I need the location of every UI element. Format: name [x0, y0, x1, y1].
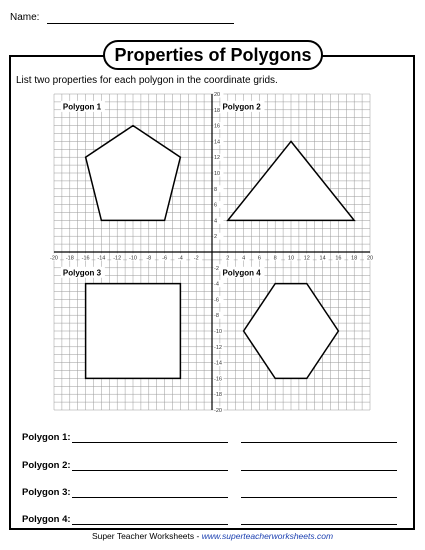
x-tick-label: -8: [146, 255, 152, 262]
answer-line-3a[interactable]: [72, 497, 228, 498]
x-tick-label: 14: [319, 255, 326, 262]
y-tick-label: -12: [214, 344, 222, 351]
x-tick-label: -12: [113, 255, 122, 262]
y-tick-label: 8: [214, 186, 218, 193]
y-tick-label: 2: [214, 234, 218, 241]
footer-link[interactable]: www.superteacherworksheets.com: [201, 531, 334, 541]
x-tick-label: -4: [177, 255, 183, 262]
y-tick-label: 4: [214, 218, 218, 225]
answer-label-2: Polygon 2:: [22, 460, 71, 471]
x-tick-label: 12: [303, 255, 310, 262]
x-tick-label: -16: [81, 255, 90, 262]
x-tick-label: -14: [97, 255, 106, 262]
x-tick-label: 6: [257, 255, 261, 262]
y-tick-label: -2: [214, 265, 219, 272]
name-label: Name:: [10, 12, 40, 23]
x-tick-label: 8: [273, 255, 277, 262]
y-tick-label: -10: [214, 329, 222, 335]
x-tick-label: 2: [226, 255, 230, 262]
y-tick-label: 16: [214, 123, 221, 130]
answer-line-4a[interactable]: [72, 524, 228, 525]
y-tick-label: -4: [214, 281, 219, 288]
x-tick-label: 16: [335, 255, 342, 262]
answer-line-1a[interactable]: [72, 442, 228, 443]
instructions: List two properties for each polygon in the coordinate grids.: [16, 75, 278, 86]
y-tick-label: 6: [214, 202, 218, 209]
page-title: Properties of Polygons: [103, 40, 323, 70]
x-tick-label: 4: [242, 255, 246, 262]
x-tick-label: -18: [65, 255, 74, 262]
y-tick-label: -20: [214, 408, 222, 414]
answer-label-3: Polygon 3:: [22, 487, 71, 498]
y-tick-label: 14: [214, 139, 221, 146]
answer-line-1b[interactable]: [241, 442, 397, 443]
y-tick-label: 18: [214, 107, 221, 114]
polygon-label-3: Polygon 3: [62, 268, 102, 278]
y-tick-label: -6: [214, 297, 219, 304]
y-tick-label: -14: [214, 360, 222, 367]
polygon-label-2: Polygon 2: [222, 102, 261, 112]
answer-line-2b[interactable]: [241, 470, 397, 471]
answer-label-1: Polygon 1:: [22, 432, 71, 443]
polygon-label-4: Polygon 4: [222, 268, 261, 278]
y-tick-label: -8: [214, 313, 219, 320]
x-tick-label: 20: [366, 255, 374, 262]
polygon-label-1: Polygon 1: [62, 102, 102, 112]
y-tick-label: 10: [214, 171, 221, 177]
polygon-3: [86, 284, 181, 379]
answer-line-4b[interactable]: [241, 524, 397, 525]
x-tick-label: 10: [287, 255, 295, 262]
x-tick-label: 18: [351, 255, 358, 262]
answer-line-2a[interactable]: [72, 470, 228, 471]
y-tick-label: -16: [214, 376, 222, 383]
polygon-1: [86, 126, 181, 221]
y-tick-label: 20: [214, 92, 221, 98]
footer: [0, 531, 425, 541]
y-tick-label: 12: [214, 155, 221, 162]
x-tick-label: -20: [50, 255, 58, 262]
polygon-4: [244, 284, 339, 379]
x-tick-label: -6: [162, 255, 168, 262]
answer-label-4: Polygon 4:: [22, 514, 71, 525]
y-tick-label: -18: [214, 392, 222, 399]
x-tick-label: -2: [193, 255, 199, 262]
footer-text: Super Teacher Worksheets -: [91, 531, 202, 541]
answer-line-3b[interactable]: [241, 497, 397, 498]
x-tick-label: -10: [129, 255, 137, 262]
